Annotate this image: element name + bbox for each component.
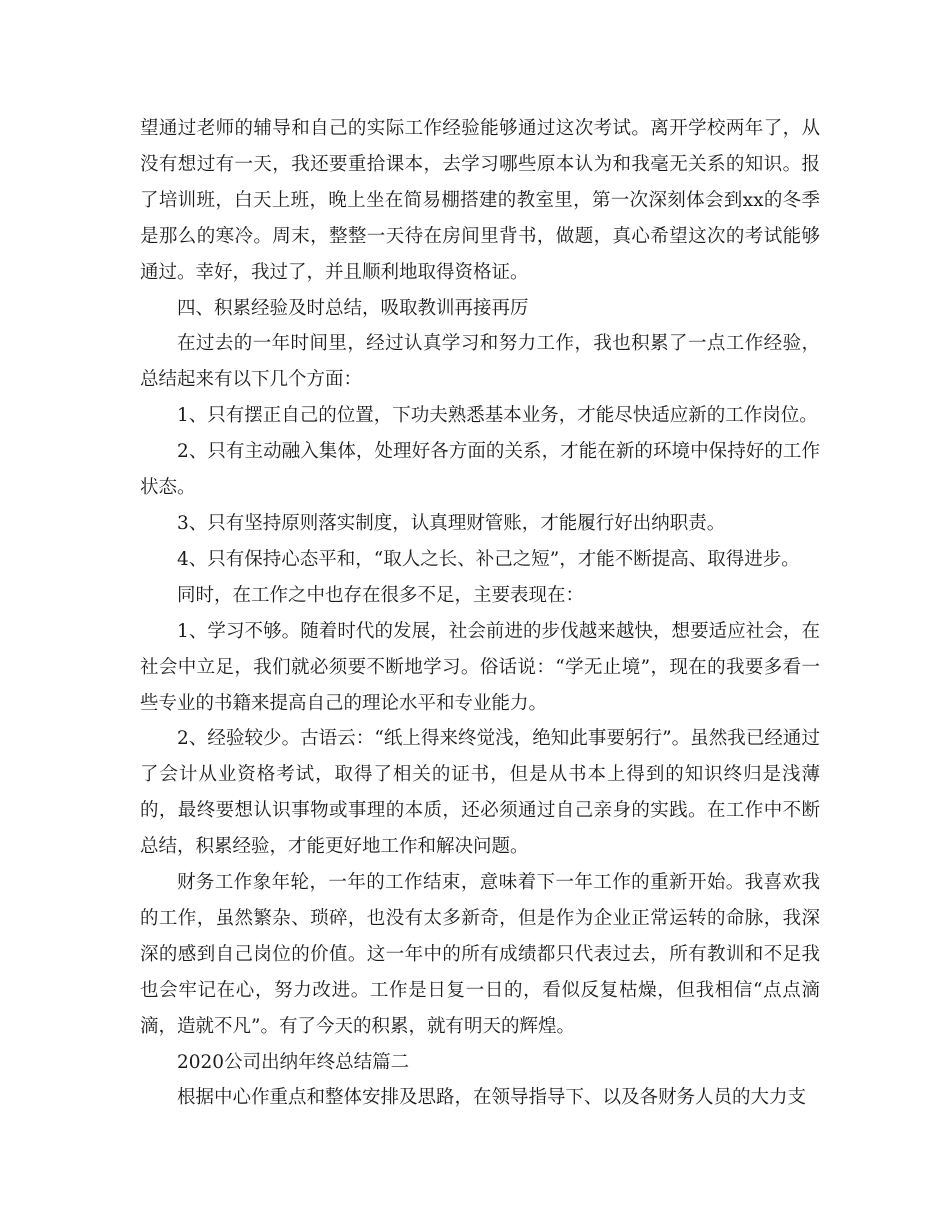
list-item-experience-4: 4、只有保持心态平和，“取人之长、补己之短”，才能不断提高、取得进步。 <box>177 548 800 570</box>
section-title-part-2: 2020公司出纳年终总结篇二 <box>177 1051 410 1073</box>
paragraph-shortcomings-intro: 同时，在工作之中也存在很多不足，主要表现在： <box>177 584 585 606</box>
paragraph-continuation: 望通过老师的辅导和自己的实际工作经验能够通过这次考试。离开学校两年了，从没有想过有一天，我还要重拾课本，去学习哪些原本认为和我毫无关系的知识。报了培训班，白天上班，晚上坐在简易棚搭建的教室里，第一次深刻体会到xx的冬季是那么的寒冷。周末，整整一天待在房间里背书，做题，真心希望这次的考试能够通过。幸好，我过了，并且顺利地取得资格证。 <box>140 118 820 283</box>
section-heading-4: 四、积累经验及时总结，吸取教训再接再厉 <box>177 297 529 319</box>
list-item-experience-3: 3、只有坚持原则落实制度，认真理财管账，才能履行好出纳职责。 <box>177 512 726 534</box>
list-item-shortcoming-1: 1、学习不够。随着时代的发展，社会前进的步伐越来越快，想要适应社会，在社会中立足，我们就必须要不断地学习。俗话说：“学无止境”，现在的我要多看一些专业的书籍来提高自己的理论水平和专业能力。 <box>140 620 820 714</box>
list-item-shortcoming-2: 2、经验较少。古语云：“纸上得来终觉浅，绝知此事要躬行”。虽然我已经通过了会计从业资格考试，取得了相关的证书，但是从书本上得到的知识终归是浅薄的，最终要想认识事物或事理的本质，还必须通过自己亲身的实践。在工作中不断总结，积累经验，才能更好地工作和解决问题。 <box>140 728 820 858</box>
document-body <box>140 111 820 1116</box>
list-item-experience-2: 2、只有主动融入集体，处理好各方面的关系，才能在新的环境中保持好的工作状态。 <box>140 441 820 499</box>
paragraph-part-2-start: 根据中心作重点和整体安排及思路，在领导指导下、以及各财务人员的大力支 <box>177 1087 807 1109</box>
paragraph-conclusion: 财务工作象年轮，一年的工作结束，意味着下一年工作的重新开始。我喜欢我的工作，虽然繁杂、琐碎，也没有太多新奇，但是作为企业正常运转的命脉，我深深的感到自己岗位的价值。这一年中的所有成绩都只代表过去，所有教训和不足我也会牢记在心，努力改进。工作是日复一日的，看似反复枯燥，但我相信“点点滴滴，造就不凡”。有了今天的积累，就有明天的辉煌。 <box>140 872 820 1037</box>
list-item-experience-1: 1、只有摆正自己的位置，下功夫熟悉基本业务，才能尽快适应新的工作岗位。 <box>177 405 818 427</box>
paragraph-intro: 在过去的一年时间里，经过认真学习和努力工作，我也积累了一点工作经验，总结起来有以下几个方面： <box>140 333 820 391</box>
